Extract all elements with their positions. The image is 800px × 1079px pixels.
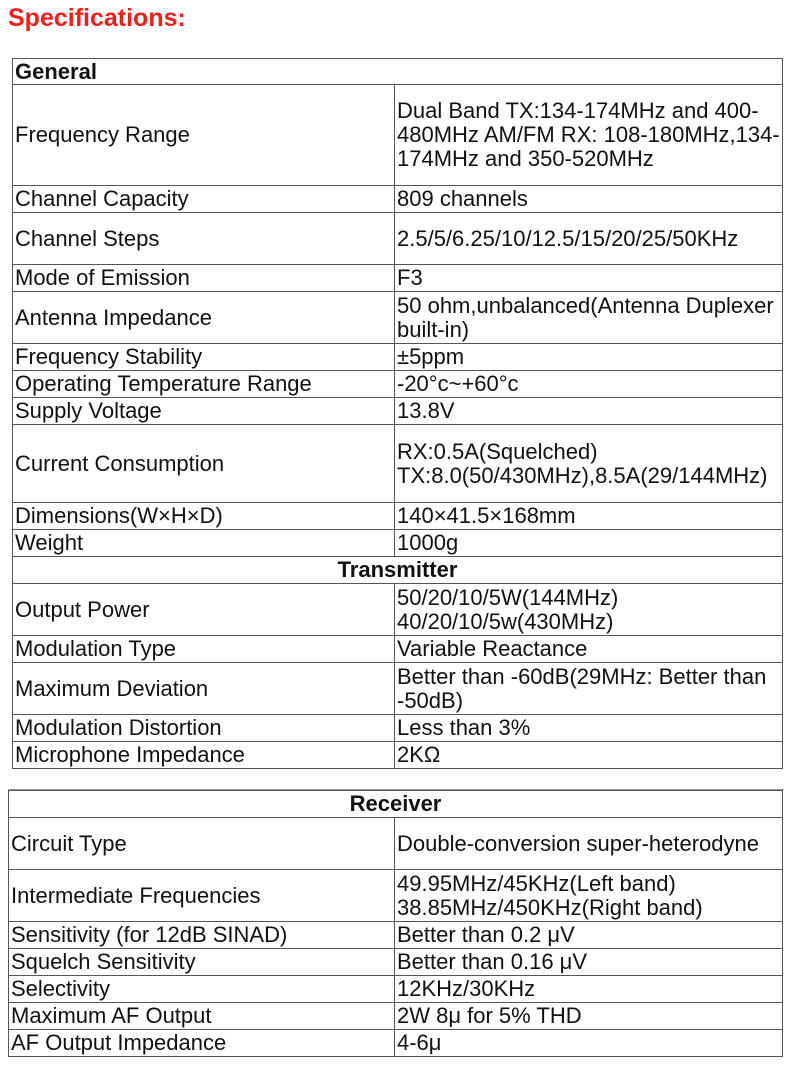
spec-label: Weight	[13, 530, 395, 557]
spec-value: Better than 0.2 μV	[395, 922, 783, 949]
spec-label: AF Output Impedance	[9, 1030, 395, 1057]
spec-value: Variable Reactance	[395, 636, 783, 663]
spec-row	[9, 818, 783, 870]
spec-row	[13, 742, 783, 769]
spec-value: Better than -60dB(29MHz: Better than -50dB)	[395, 663, 783, 715]
spec-row	[13, 398, 783, 425]
spec-row	[13, 85, 783, 186]
spec-value: 140×41.5×168mm	[395, 503, 783, 530]
section-heading-transmitter: Transmitter	[13, 557, 783, 584]
spec-value: 13.8V	[395, 398, 783, 425]
spec-row	[13, 265, 783, 292]
spec-label: Mode of Emission	[13, 265, 395, 292]
spec-row	[13, 663, 783, 715]
spec-value: 4-6μ	[395, 1030, 783, 1057]
spec-row	[13, 584, 783, 636]
spec-table-receiver	[8, 790, 783, 1057]
page-title: Specifications:	[8, 4, 186, 32]
spec-label: Modulation Distortion	[13, 715, 395, 742]
spec-label: Circuit Type	[9, 818, 395, 870]
spec-value: 12KHz/30KHz	[395, 976, 783, 1003]
spec-row	[13, 213, 783, 265]
spec-label: Channel Steps	[13, 213, 395, 265]
spec-value: F3	[395, 265, 783, 292]
spec-row	[13, 186, 783, 213]
spec-value: Less than 3%	[395, 715, 783, 742]
spec-label: Maximum Deviation	[13, 663, 395, 715]
spec-label: Maximum AF Output	[9, 1003, 395, 1030]
section-heading-general: General	[13, 59, 783, 85]
spec-label: Microphone Impedance	[13, 742, 395, 769]
spec-label: Intermediate Frequencies	[9, 870, 395, 922]
spec-label: Channel Capacity	[13, 186, 395, 213]
section-heading-receiver: Receiver	[9, 791, 783, 818]
spec-row	[13, 371, 783, 398]
spec-value: 50 ohm,unbalanced(Antenna Duplexer built-in)	[395, 292, 783, 344]
spec-label: Output Power	[13, 584, 395, 636]
spec-row	[13, 503, 783, 530]
spec-row	[13, 344, 783, 371]
spec-row	[13, 425, 783, 503]
spec-label: Current Consumption	[13, 425, 395, 503]
spec-row	[9, 1003, 783, 1030]
section-header-row	[13, 59, 783, 85]
spec-value: 2W 8μ for 5% THD	[395, 1003, 783, 1030]
spec-value: 50/20/10/5W(144MHz) 40/20/10/5w(430MHz)	[395, 584, 783, 636]
spec-value: -20°c~+60°c	[395, 371, 783, 398]
spec-value: 809 channels	[395, 186, 783, 213]
spec-value: Better than 0.16 μV	[395, 949, 783, 976]
spec-label: Selectivity	[9, 976, 395, 1003]
section-header-row	[9, 791, 783, 818]
spec-value: 49.95MHz/45KHz(Left band) 38.85MHz/450KHz(Right band)	[395, 870, 783, 922]
spec-row	[9, 870, 783, 922]
spec-label: Sensitivity (for 12dB SINAD)	[9, 922, 395, 949]
spec-label: Supply Voltage	[13, 398, 395, 425]
spec-row	[13, 636, 783, 663]
spec-value: Double-conversion super-heterodyne	[395, 818, 783, 870]
spec-label: Dimensions(W×H×D)	[13, 503, 395, 530]
spec-label: Frequency Stability	[13, 344, 395, 371]
spec-value: 1000g	[395, 530, 783, 557]
section-header-row	[13, 557, 783, 584]
spec-row	[9, 1030, 783, 1057]
spec-value: Dual Band TX:134-174MHz and 400-480MHz AM/FM RX: 108-180MHz,134-174MHz and 350-520MHz	[395, 85, 783, 186]
spec-label: Antenna Impedance	[13, 292, 395, 344]
spec-row	[9, 922, 783, 949]
spec-value: RX:0.5A(Squelched) TX:8.0(50/430MHz),8.5A(29/144MHz)	[395, 425, 783, 503]
spec-label: Squelch Sensitivity	[9, 949, 395, 976]
spec-table-general-transmitter	[12, 58, 783, 769]
spec-label: Frequency Range	[13, 85, 395, 186]
spec-row	[13, 292, 783, 344]
spec-row	[9, 976, 783, 1003]
spec-label: Modulation Type	[13, 636, 395, 663]
spec-label: Operating Temperature Range	[13, 371, 395, 398]
spec-row	[13, 715, 783, 742]
spec-value: 2KΩ	[395, 742, 783, 769]
spec-row	[9, 949, 783, 976]
spec-row	[13, 530, 783, 557]
spec-value: 2.5/5/6.25/10/12.5/15/20/25/50KHz	[395, 213, 783, 265]
spec-value: ±5ppm	[395, 344, 783, 371]
